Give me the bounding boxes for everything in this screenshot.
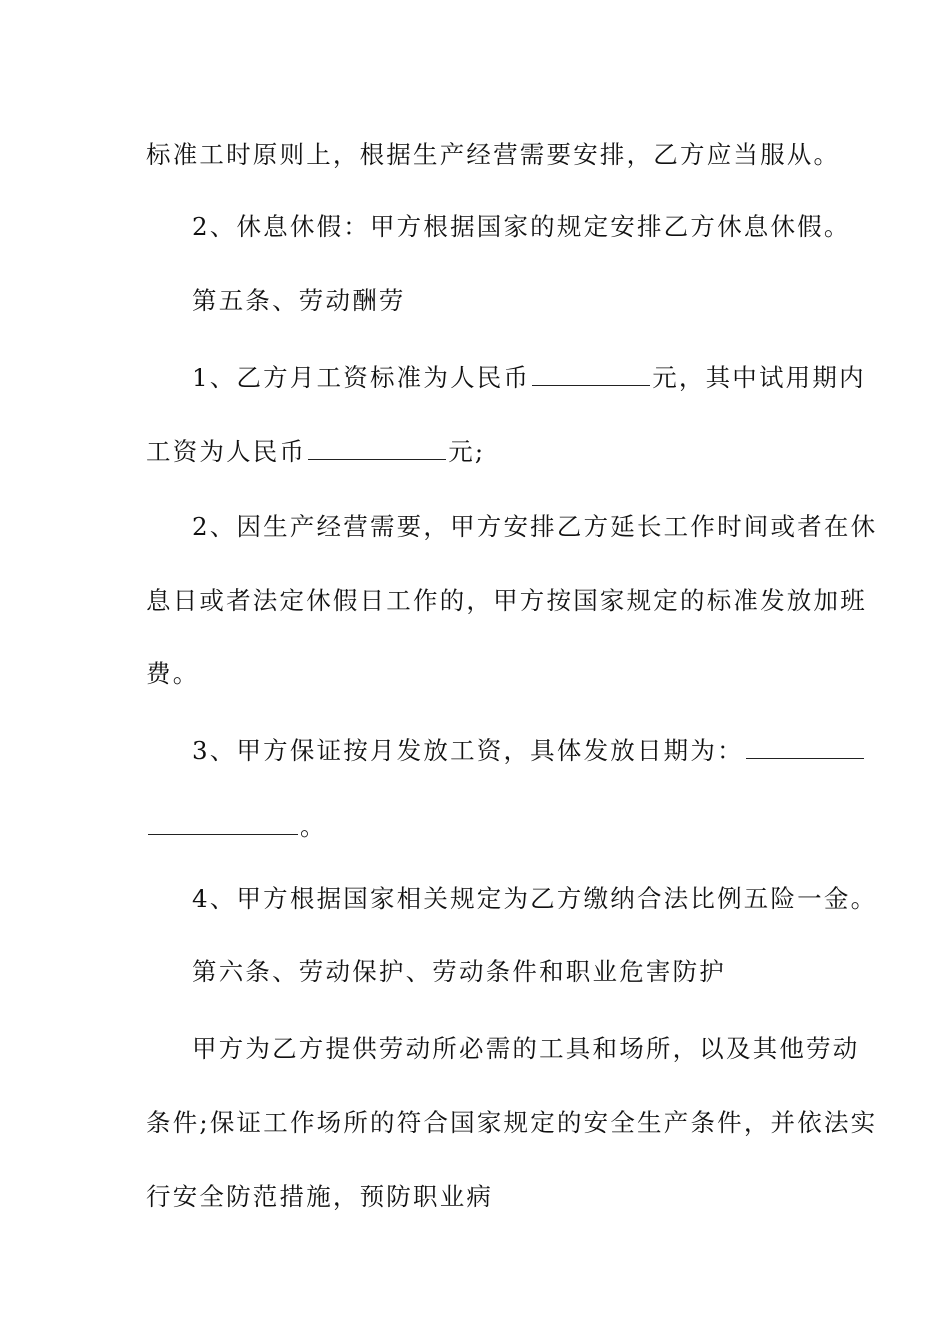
text: 工资为人民币 xyxy=(146,437,307,466)
paragraph-line xyxy=(146,138,841,172)
text: 费。 xyxy=(146,659,200,688)
text: 甲方为乙方提供劳动所必需的工具和场所，以及其他劳动 xyxy=(192,1034,860,1063)
paragraph-line xyxy=(192,882,878,916)
paragraph-line xyxy=(146,1106,878,1140)
blank-field xyxy=(532,363,650,386)
paragraph-line xyxy=(146,657,826,691)
text: 息日或者法定休假日工作的，甲方按国家规定的标准发放加班 xyxy=(146,586,867,615)
section-heading xyxy=(192,284,872,318)
paragraph-line xyxy=(192,210,872,244)
blank-field xyxy=(148,812,298,835)
text: 行安全防范措施，预防职业病 xyxy=(146,1182,494,1211)
paragraph-line xyxy=(192,361,872,395)
text: 3、甲方保证按月发放工资，具体发放日期为： xyxy=(192,736,744,765)
paragraph-line xyxy=(192,510,878,544)
paragraph-line xyxy=(146,584,867,618)
text: 元; xyxy=(448,437,486,466)
text: 2、休息休假：甲方根据国家的规定安排乙方休息休假。 xyxy=(192,212,851,241)
text: 1、乙方月工资标准为人民币 xyxy=(192,363,531,392)
text: 标准工时原则上，根据生产经营需要安排，乙方应当服从。 xyxy=(146,140,841,169)
text: 2、因生产经营需要，甲方安排乙方延长工作时间或者在休 xyxy=(192,512,878,541)
text: 。 xyxy=(300,812,327,841)
paragraph-line xyxy=(146,810,826,844)
blank-field xyxy=(308,437,446,460)
text: 第六条、劳动保护、劳动条件和职业危害防护 xyxy=(192,957,726,986)
text: 元，其中试用期内 xyxy=(652,363,866,392)
text: 条件;保证工作场所的符合国家规定的安全生产条件，并依法实 xyxy=(146,1108,878,1137)
blank-field xyxy=(746,736,864,759)
text: 4、甲方根据国家相关规定为乙方缴纳合法比例五险一金。 xyxy=(192,884,878,913)
paragraph-line xyxy=(192,1032,872,1066)
paragraph-line xyxy=(146,435,826,469)
text: 第五条、劳动酬劳 xyxy=(192,286,406,315)
section-heading xyxy=(192,955,872,989)
paragraph-line xyxy=(192,734,872,768)
paragraph-line xyxy=(146,1180,826,1214)
